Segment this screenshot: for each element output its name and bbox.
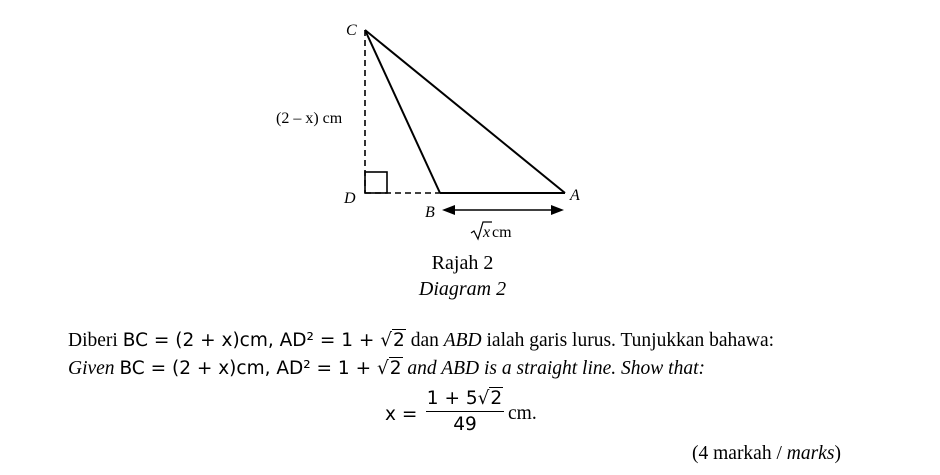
q-malay-prefix: Diberi	[68, 330, 123, 351]
caption-english: Diagram 2	[418, 278, 507, 300]
formula-unit: cm.	[508, 403, 537, 424]
q-english-suffix: and ABD is a straight line. Show that:	[402, 358, 705, 379]
q-malay-suffix: ialah garis lurus. Tunjukkan bahawa:	[481, 330, 775, 351]
point-d-label: D	[344, 190, 356, 207]
marks-label	[692, 443, 841, 465]
right-angle-marker	[365, 172, 387, 193]
formula-denominator: 49	[453, 414, 477, 435]
q-malay-expr: BC = (2 + x)cm, AD² = 1 +	[122, 330, 381, 351]
formula-fraction	[426, 388, 504, 435]
caption-malay: Rajah 2	[431, 252, 494, 274]
arrowhead-right	[551, 205, 564, 215]
marks-suffix: )	[834, 443, 841, 464]
ba-radicand: x	[483, 224, 491, 241]
ba-unit: cm	[492, 224, 512, 241]
point-b-label: B	[425, 204, 435, 221]
q-english-prefix: Given	[68, 358, 120, 379]
point-c-label: C	[346, 22, 357, 39]
question-malay	[68, 330, 774, 352]
point-a-label: A	[570, 187, 580, 204]
q-malay-sqrt: √2	[380, 330, 405, 351]
segment-ca	[365, 30, 565, 193]
arrowhead-left	[442, 205, 455, 215]
formula-num-prefix: 1 + 5	[426, 388, 478, 409]
marks-english: marks	[786, 443, 835, 464]
q-english-expr: BC = (2 + x)cm, AD² = 1 +	[119, 358, 377, 379]
q-malay-root: 2	[393, 330, 405, 351]
q-english-sqrt: √2	[376, 358, 402, 379]
segment-cb	[365, 30, 440, 193]
fraction-bar	[426, 411, 504, 412]
cd-length-label: (2 – x) cm	[276, 110, 343, 127]
formula-numerator: 1 + 5√2	[426, 388, 503, 409]
marks-prefix: (4 markah /	[692, 443, 787, 464]
q-malay-abd: ABD	[443, 330, 482, 351]
formula-num-root: 2	[490, 388, 503, 409]
formula-lhs: x =	[385, 404, 418, 425]
question-english	[68, 358, 705, 380]
q-malay-dan: dan	[405, 330, 444, 351]
ba-length-label	[471, 222, 512, 241]
q-english-root: 2	[389, 358, 402, 379]
